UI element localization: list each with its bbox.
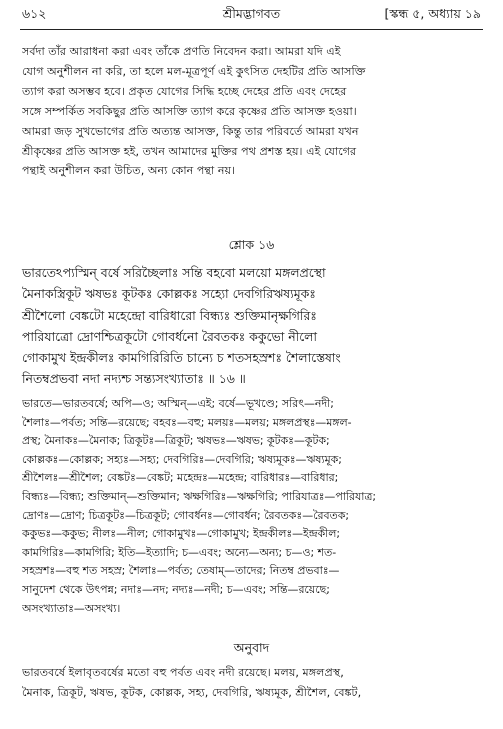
book-title: শ্রীমদ্ভাগবত bbox=[222, 6, 281, 21]
purport-line: ত্যাগ করা অসম্ভব হবে। প্রকৃত যোগের সিদ্ধি হচ্ছে দেহের প্রতি এবং দেহের bbox=[22, 84, 347, 98]
purport-line: সর্বদা তাঁর আরাধনা করা এবং তাঁকে প্রণতি নিবেদন করা। আমরা যদি এই bbox=[22, 45, 341, 58]
synonym-line: কোল্লকঃ—কোল্লক; সহ্যঃ—সহ্য; দেবগিরিঃ—দেবগিরি; ঋষ্যমূকঃ—ঋষ্যমূক; bbox=[22, 452, 342, 466]
synonym-line: শ্রীশৈলঃ—শ্রীশৈল; বেঙ্কটঃ—বেঙ্কট; মহেন্দ্রঃ—মহেন্দ্র; বারিধারঃ—বারিধার; bbox=[22, 471, 339, 485]
synonym-line: কামগিরিঃ—কামগিরি; ইতি—ইত্যাদি; চ—এবং; অন্যে—অন্য; চ—ও; শত- bbox=[22, 545, 337, 559]
word-synonyms bbox=[22, 395, 482, 618]
synonym-line: ভারতে—ভারতবর্ষে; অপি—ও; অস্মিন্—এই; বর্ষে—ভূখণ্ডে; সরিৎ—নদী; bbox=[22, 397, 334, 410]
synonym-line: প্রস্থ; মৈনাকঃ—মৈনাক; ত্রিকূটঃ—ত্রিকূট; ঋষভঃ—ঋষভ; কূটকঃ—কূটক; bbox=[22, 434, 330, 448]
translation-heading: অনুবাদ bbox=[233, 640, 270, 655]
verse-line: ভারতেঽপ্যস্মিন্ বর্ষে সরিচ্ছৈলাঃ সন্তি বহবো মলয়ো মঙ্গলপ্রস্থো bbox=[22, 265, 326, 280]
purport-line: যোগ অনুশীলন না করি, তা হলে মল-মূত্রপূর্ণ এই কুৎসিত দেহটির প্রতি আসক্তি bbox=[22, 64, 366, 78]
verse-line: মৈনাকস্ত্রিকূট ঋষভঃ কূটকঃ কোল্লকঃ সহ্যো দেবগিরিঋষ্যমূকঃ bbox=[22, 286, 316, 302]
purport-paragraph bbox=[22, 42, 482, 181]
header-divider bbox=[20, 29, 483, 30]
purport-line: শ্রীকৃষ্ণের প্রতি আসক্ত হই, তখন আমাদের মুক্তির পথ প্রশস্ত হয়। এই যোগের bbox=[22, 144, 357, 158]
synonym-line: বিন্ধ্যঃ—বিন্ধ্য; শুক্তিমান্—শুক্তিমান; ঋক্ষগিরিঃ—ঋক্ষগিরি; পারিযাত্রঃ—পারিযাত্র; bbox=[22, 489, 377, 503]
synonym-line: দ্রোণঃ—দ্রোণ; চিত্রকূটঃ—চিত্রকূট; গোবর্ধনঃ—গোবর্ধন; রৈবতকঃ—রৈবতক; bbox=[22, 508, 349, 522]
synonym-line: শৈলাঃ—পর্বত; সন্তি—রয়েছে; বহবঃ—বহু; মলয়ঃ—মলয়; মঙ্গলপ্রস্থঃ—মঙ্গল- bbox=[22, 415, 352, 429]
translation-line: ভারতবর্ষে ইলাবৃতবর্ষের মতো বহু পর্বত এবং নদী রয়েছে। মলয়, মঙ্গলপ্রস্থ, bbox=[22, 666, 344, 679]
verse-heading: শ্লোক ১৬ bbox=[228, 237, 275, 252]
synonym-line: সহস্রশঃ—বহু শত সহস্র; শৈলাঃ—পর্বত; তেষাম্—তাদের; নিতম্ব প্রভবাঃ— bbox=[22, 564, 340, 578]
page-number: ৬১২ bbox=[22, 6, 47, 21]
verse-line: পারিযাত্রো দ্রোণশ্চিত্রকূটো গোবর্ধনো রৈবতকঃ ককুভো নীলো bbox=[22, 328, 318, 344]
page-header bbox=[22, 6, 481, 26]
purport-line: পন্থাই অনুশীলন করা উচিত, অন্য কোন পন্থা নয়। bbox=[22, 164, 236, 178]
synonym-line: অসংখ্যাতাঃ—অসংখ্য। bbox=[22, 601, 121, 615]
verse-line: গোকামুখ ইন্দ্রকীলঃ কামগিরিরিতি চান্যে চ শতসহস্রশঃ শৈলাস্তেষাং bbox=[22, 350, 341, 366]
purport-line: আমরা জড় সুখভোগের প্রতি অত্যন্ত আসক্ত, কিন্তু তার পরিবর্তে আমরা যখন bbox=[22, 124, 359, 138]
translation-paragraph bbox=[22, 663, 482, 702]
purport-line: সঙ্গে সম্পর্কিত সবকিছুর প্রতি আসক্তি ত্যাগ করে কৃষ্ণের প্রতি আসক্ত হওয়া। bbox=[22, 104, 357, 118]
chapter-reference: [স্কন্ধ ৫, অধ্যায় ১৯ bbox=[384, 6, 481, 21]
synonym-line: সানুদেশ থেকে উৎপন্ন; নদাঃ—নদ; নদ্যঃ—নদী; চ—এবং; সন্তি—রয়েছে; bbox=[22, 582, 330, 596]
synonym-line: ককুভঃ—ককুভ; নীলঃ—নীল; গোকামুখঃ—গোকামুখ; ইন্দ্রকীলঃ—ইন্দ্রকীল; bbox=[22, 527, 341, 541]
verse-line: শ্রীশৈলো বেঙ্কটো মহেন্দ্রো বারিধারো বিন্ধ্যঃ শুক্তিমানৃক্ষগিরিঃ bbox=[22, 307, 317, 323]
sanskrit-verse bbox=[22, 262, 482, 390]
translation-line: মৈনাক, ত্রিকূট, ঋষভ, কূটক, কোল্লক, সহ্য, দেবগিরি, ঋষ্যমূক, শ্রীশৈল, বেঙ্কট, bbox=[22, 685, 362, 699]
verse-line: নিতম্বপ্রভবা নদা নদ্যশ্চ সন্ত্যসংখ্যাতাঃ ॥ ১৬ ॥ bbox=[22, 371, 246, 387]
